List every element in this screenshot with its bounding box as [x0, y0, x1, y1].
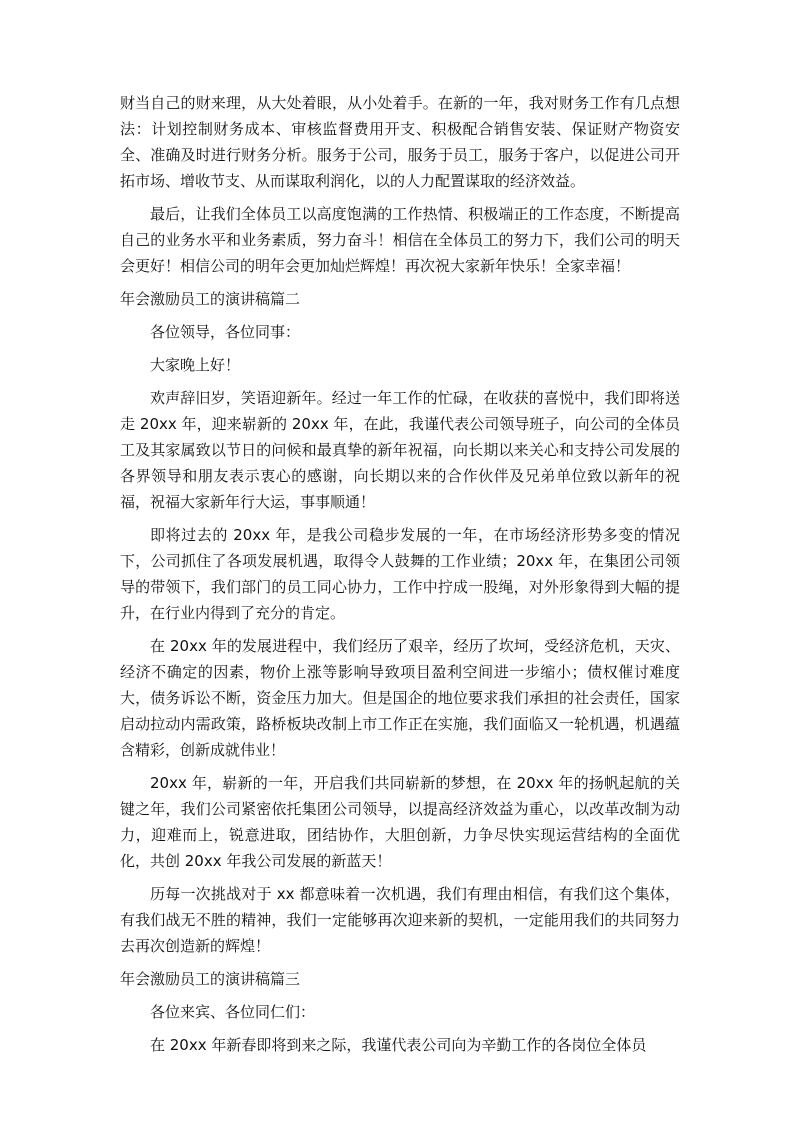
paragraph-greeting-evening: 大家晚上好！ — [150, 356, 241, 374]
document-body — [120, 90, 680, 1065]
paragraph-salutation-leaders: 各位领导，各位同事： — [150, 323, 301, 341]
paragraph-year-review: 即将过去的 20xx 年，是我公司稳步发展的一年，在市场经济形势多变的情况下，公司抓住了各项发展机遇，取得令人鼓舞的工作业绩；20xx 年，在集团公司领导的带领下，我们部门的员工同心协力，工作中拧成一股绳，对外形象得到大幅的提升，在行业内得到了充分的肯定。 — [120, 526, 680, 622]
paragraph-closing-wishes: 最后，让我们全体员工以高度饱满的工作热情、积极端正的工作态度，不断提高自己的业务水平和业务素质，努力奋斗！相信在全体员工的努力下，我们公司的明天会更好！相信公司的明年会更加灿烂辉煌！再次祝大家新年快乐！全家幸福！ — [120, 205, 680, 275]
paragraph-salutation-guests: 各位来宾、各位同仁们： — [150, 1003, 316, 1021]
section-heading-part-three: 年会激励员工的演讲稿篇三 — [120, 970, 301, 988]
section-heading-part-two: 年会激励员工的演讲稿篇二 — [120, 290, 301, 308]
paragraph-challenges: 在 20xx 年的发展进程中，我们经历了艰辛，经历了坎坷，受经济危机，天灾、经济不确定的因素，物价上涨等影响导致项目盈利空间进一步缩小；债权催讨难度大，债务诉讼不断，资金压力加大。但是国企的地位要求我们承担的社会责任，国家启动拉动内需政策，路桥板块改制上市工作正在实施，我们面临又一轮机遇，机遇蕴含精彩，创新成就伟业！ — [120, 637, 680, 759]
paragraph-new-year-blessing: 欢声辞旧岁，笑语迎新年。经过一年工作的忙碌，在收获的喜悦中，我们即将送走 20xx 年，迎来崭新的 20xx 年，在此，我谨代表公司领导班子，向公司的全体员工及其家属致以节日的问候和最真挚的新年祝福，向长期以来关心和支持公司发展的各界领导和朋友表示衷心的感谢，向长期以来的合作伙伴及兄弟单位致以新年的祝福，祝福大家新年行大运，事事顺通！ — [120, 389, 680, 511]
paragraph-spring-festival: 在 20xx 年新春即将到来之际，我谨代表公司向为辛勤工作的各岗位全体员 — [150, 1036, 647, 1054]
paragraph-new-dream: 20xx 年，崭新的一年，开启我们共同崭新的梦想，在 20xx 年的扬帆起航的关键之年，我们公司紧密依托集团公司领导，以提高经济效益为重心，以改革改制为动力，迎难而上，锐意进取，团结协作，大胆创新，力争尽快实现运营结构的全面优化，共创 20xx 年我公司发展的新蓝天！ — [120, 774, 680, 870]
paragraph-opportunity: 历每一次挑战对于 xx 都意味着一次机遇，我们有理由相信，有我们这个集体，有我们战无不胜的精神，我们一定能够再次迎来新的契机，一定能用我们的共同努力去再次创造新的辉煌！ — [120, 885, 680, 955]
paragraph-finance-plan: 财当自己的财来理，从大处着眼，从小处着手。在新的一年，我对财务工作有几点想法：计划控制财务成本、审核监督费用开支、积极配合销售安装、保证财产物资安全、准确及时进行财务分析。服务于公司，服务于员工，服务于客户，以促进公司开拓市场、增收节支、从而谋取利润化，以的人力配置谋取的经济效益。 — [120, 94, 680, 190]
